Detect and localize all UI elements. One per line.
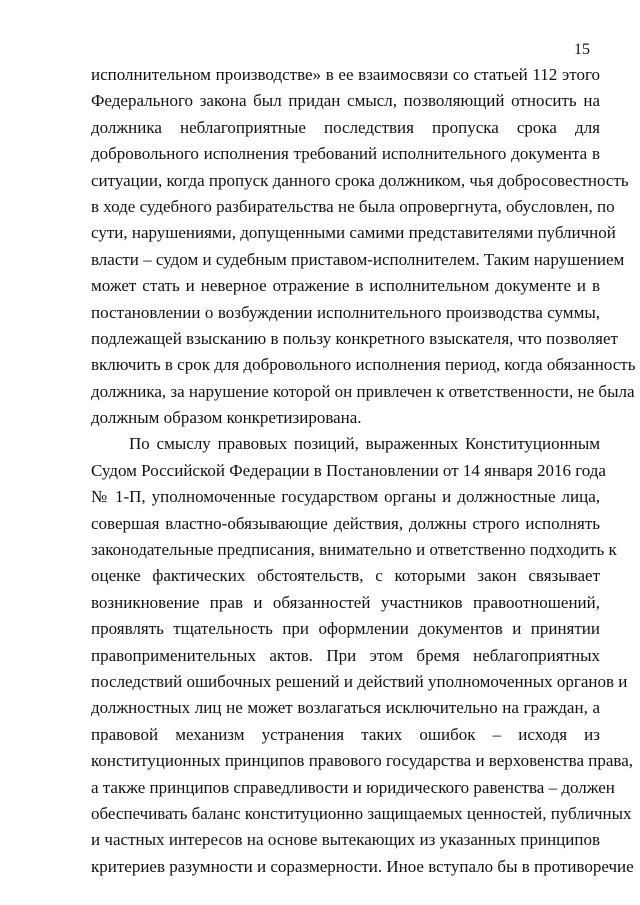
text-line: включить в срок для добровольного исполнения период, когда обязанность: [91, 355, 636, 375]
text-line: должностных лиц не может возлагаться исключительно на граждан, а: [91, 698, 600, 718]
text-line: законодательные предписания, внимательно и ответственно подходить к: [91, 540, 617, 560]
text-line: в ходе судебного разбирательства не была опровергнута, обусловлен, по: [91, 196, 615, 216]
text-line: ситуации, когда пропуск данного срока должником, чья добросовестность: [91, 170, 629, 190]
text-line: может стать и неверное отражение в исполнительном документе и в: [91, 276, 600, 296]
paragraph-2: [91, 431, 634, 880]
text-line: должным образом конкретизирована.: [91, 408, 362, 428]
text-line: проявлять тщательность при оформлении документов и принятии: [91, 619, 600, 639]
paragraph-1: [91, 62, 636, 431]
text-line: № 1-П, уполномоченные государством органы и должностные лица,: [91, 487, 600, 507]
text-line: сути, нарушениями, допущенными самими представителями публичной: [91, 223, 616, 243]
text-line: критериев разумности и соразмерности. Иное вступало бы в противоречие: [91, 856, 634, 876]
text-line: должника, за нарушение которой он привлечен к ответственности, не была: [91, 381, 635, 401]
text-line: совершая властно-обязывающие действия, должны строго исполнять: [91, 513, 600, 533]
text-line: должника неблагоприятные последствия пропуска срока для: [91, 117, 600, 137]
text-line: По смыслу правовых позиций, выраженных Конституционным: [129, 434, 600, 454]
text-line: а также принципов справедливости и юридического равенства – должен: [91, 777, 615, 797]
text-line: подлежащей взысканию в пользу конкретного взыскателя, что позволяет: [91, 328, 618, 348]
text-line: добровольного исполнения требований исполнительного документа в: [91, 144, 600, 164]
text-line: обеспечивать баланс конституционно защищаемых ценностей, публичных: [91, 803, 632, 823]
text-line: правоприменительных актов. При этом бремя неблагоприятных: [91, 645, 600, 665]
text-line: оценке фактических обстоятельств, с которыми закон связывает: [91, 566, 600, 586]
text-line: Судом Российской Федерации в Постановлении от 14 января 2016 года: [91, 460, 606, 480]
text-line: последствий ошибочных решений и действий уполномоченных органов и: [91, 671, 628, 691]
page-number: 15: [574, 41, 590, 58]
text-line: и частных интересов на основе вытекающих из указанных принципов: [91, 830, 600, 850]
document-body: [91, 62, 636, 880]
text-line: правовой механизм устранения таких ошибок – исходя из: [91, 724, 600, 744]
text-line: постановлении о возбуждении исполнительного производства суммы,: [91, 302, 600, 322]
text-line: Федерального закона был придан смысл, позволяющий относить на: [91, 91, 600, 111]
text-line: конституционных принципов правового государства и верховенства права,: [91, 751, 634, 771]
text-line: власти – судом и судебным приставом-исполнителем. Таким нарушением: [91, 249, 625, 269]
text-line: исполнительном производстве» в ее взаимосвязи со статьей 112 этого: [91, 65, 600, 84]
text-line: возникновение прав и обязанностей участников правоотношений,: [91, 592, 600, 612]
